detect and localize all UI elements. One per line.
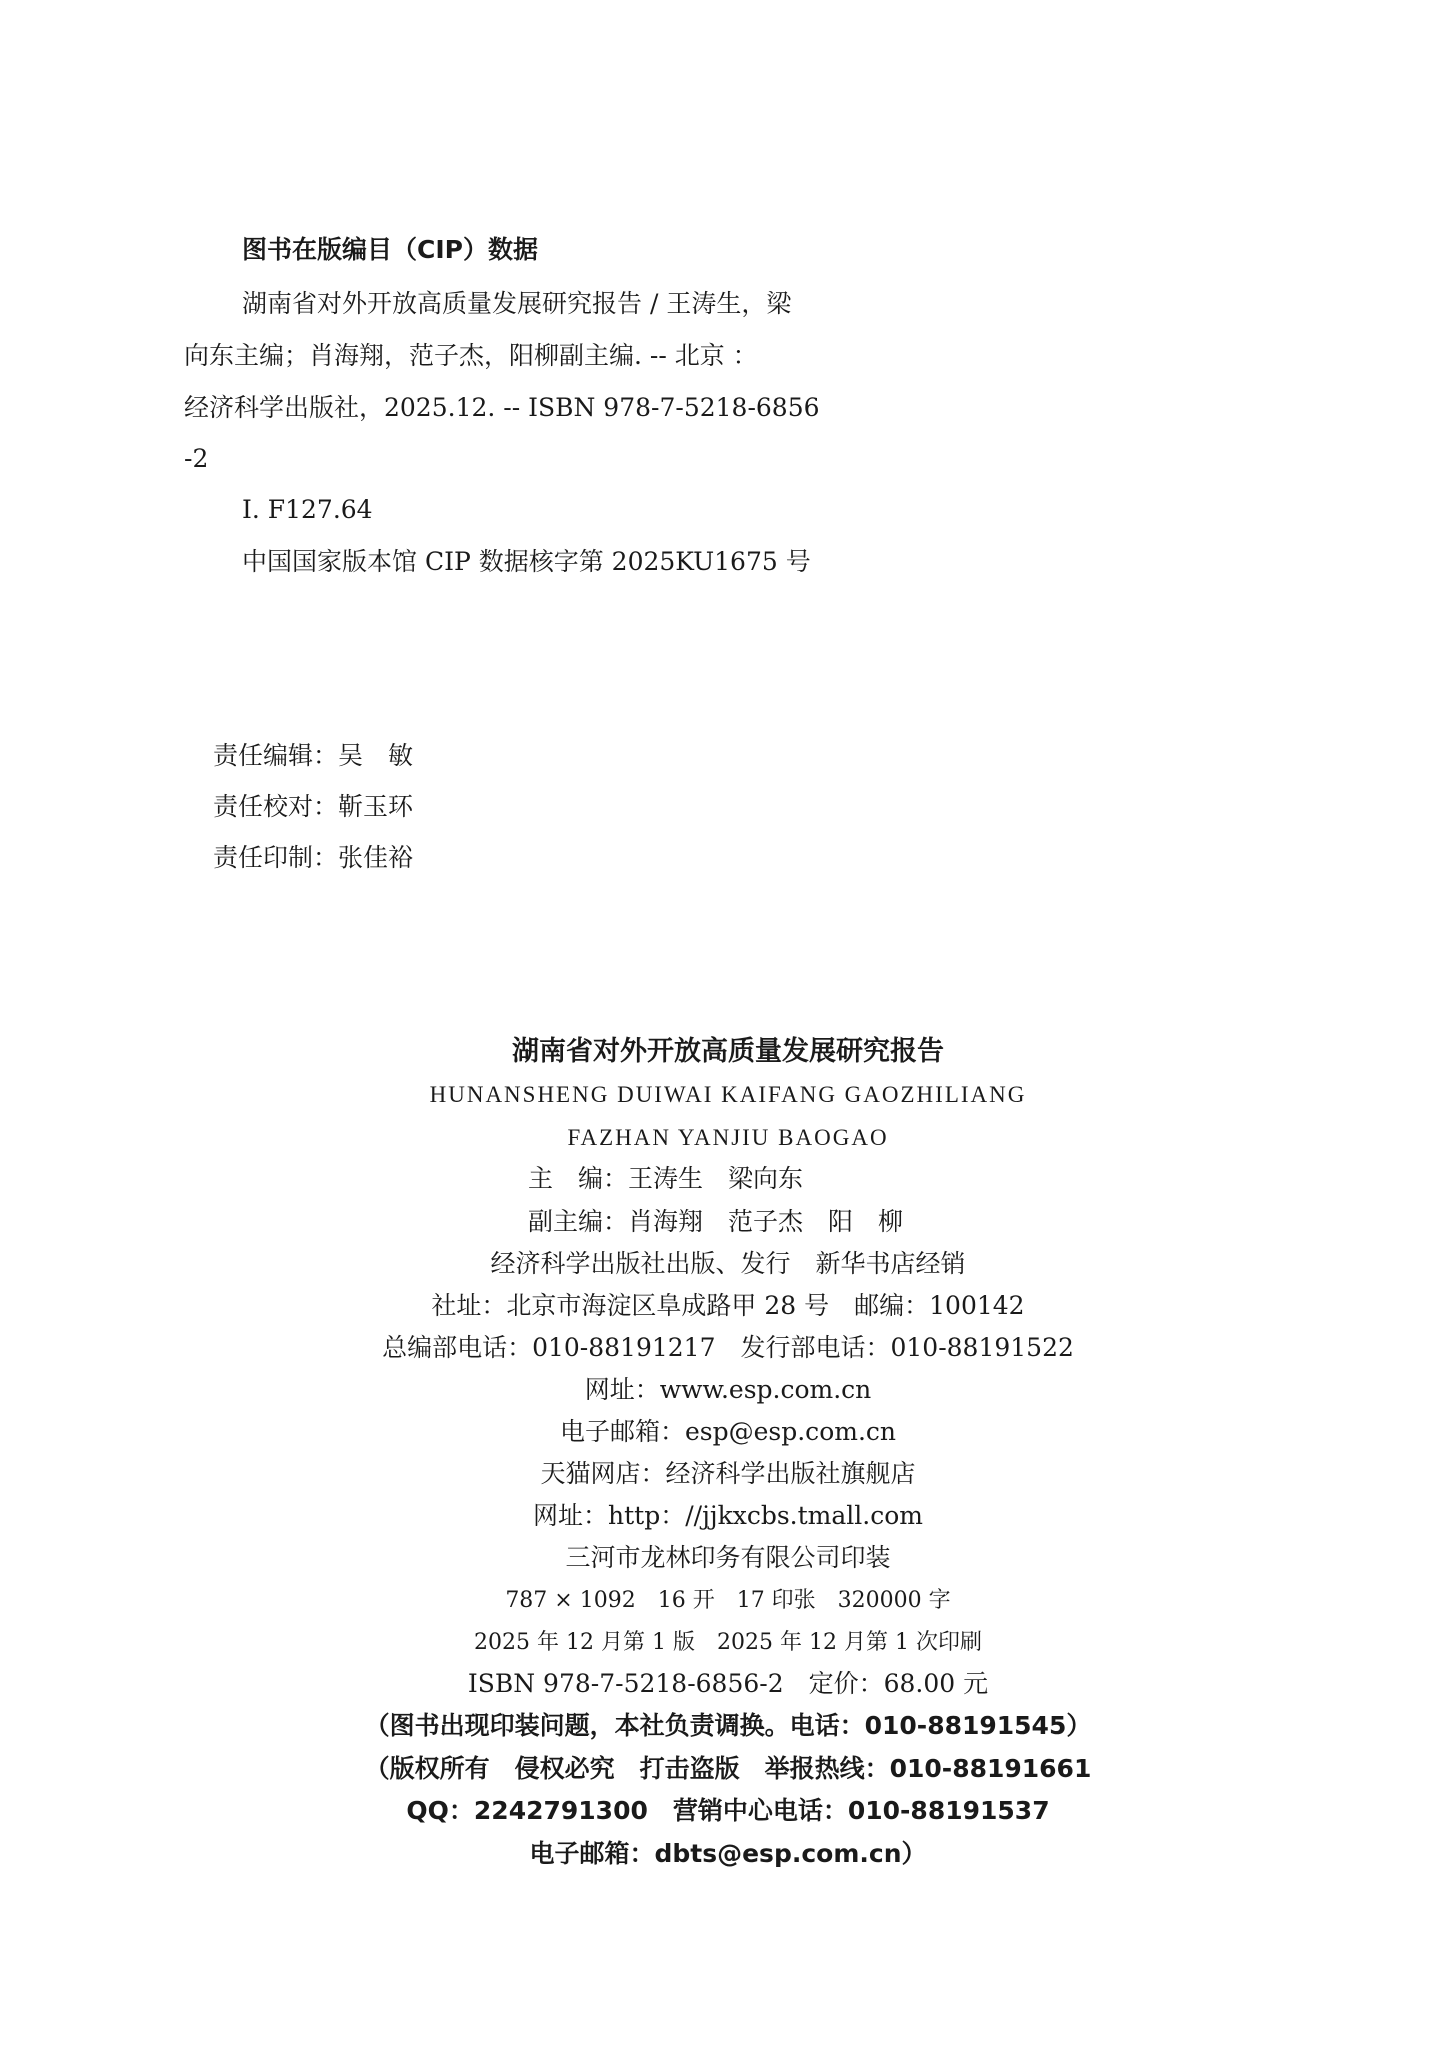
cip-record-number: 中国国家版本馆 CIP 数据核字第 2025KU1675 号 <box>242 547 811 576</box>
edition-info: 2025 年 12 月第 1 版 2025 年 12 月第 1 次印刷 <box>474 1630 982 1655</box>
print-specs: 787 × 1092 16 开 17 印张 320000 字 <box>505 1588 951 1613</box>
title-pinyin-line-1: HUNANSHENG DUIWAI KAIFANG GAOZHILIANG <box>429 1082 1027 1107</box>
contact-qq: QQ：2242791300 营销中心电话：010-88191537 <box>406 1796 1050 1825</box>
cip-line-2: 向东主编；肖海翔，范子杰，阳柳副主编. -- 北京 ： <box>184 341 758 370</box>
copyright-notice: （版权所有 侵权必究 打击盗版 举报热线：010-88191661 <box>364 1754 1092 1783</box>
tmall-url: 网址：http：//jjkxcbs.tmall.com <box>533 1501 923 1530</box>
isbn-price: ISBN 978-7-5218-6856-2 定价：68.00 元 <box>467 1669 989 1698</box>
cip-classification: Ⅰ. F127.64 <box>242 495 373 524</box>
publisher-website: 网址：www.esp.com.cn <box>584 1375 872 1404</box>
responsible-printing: 责任印制：张佳裕 <box>213 843 414 872</box>
quality-notice: （图书出现印装问题，本社负责调换。电话：010-88191545） <box>364 1711 1092 1740</box>
cip-line-1: 湖南省对外开放高质量发展研究报告 / 王涛生，梁 <box>242 289 792 318</box>
responsible-editor: 责任编辑：吴 敏 <box>213 741 414 770</box>
cip-line-3: 经济科学出版社，2025.12. -- ISBN 978-7-5218-6856 <box>184 393 820 422</box>
tmall-store: 天猫网店：经济科学出版社旗舰店 <box>540 1459 916 1488</box>
chief-editors: 主 编：王涛生 梁向东 <box>528 1164 804 1193</box>
deputy-editors: 副主编：肖海翔 范子杰 阳 柳 <box>528 1207 904 1236</box>
responsible-proofreader: 责任校对：靳玉环 <box>213 792 414 821</box>
cip-line-4: -2 <box>184 444 209 473</box>
publisher-email: 电子邮箱：esp@esp.com.cn <box>559 1417 896 1446</box>
book-title: 湖南省对外开放高质量发展研究报告 <box>512 1036 944 1067</box>
publisher-line: 经济科学出版社出版、发行 新华书店经销 <box>490 1249 966 1278</box>
contact-email: 电子邮箱：dbts@esp.com.cn） <box>529 1839 927 1868</box>
publisher-address: 社址：北京市海淀区阜成路甲 28 号 邮编：100142 <box>431 1291 1025 1320</box>
publisher-phones: 总编部电话：010-88191217 发行部电话：010-88191522 <box>382 1333 1074 1362</box>
printer: 三河市龙林印务有限公司印装 <box>565 1543 891 1572</box>
cip-heading: 图书在版编目（CIP）数据 <box>242 235 538 264</box>
title-pinyin-line-2: FAZHAN YANJIU BAOGAO <box>567 1125 889 1150</box>
